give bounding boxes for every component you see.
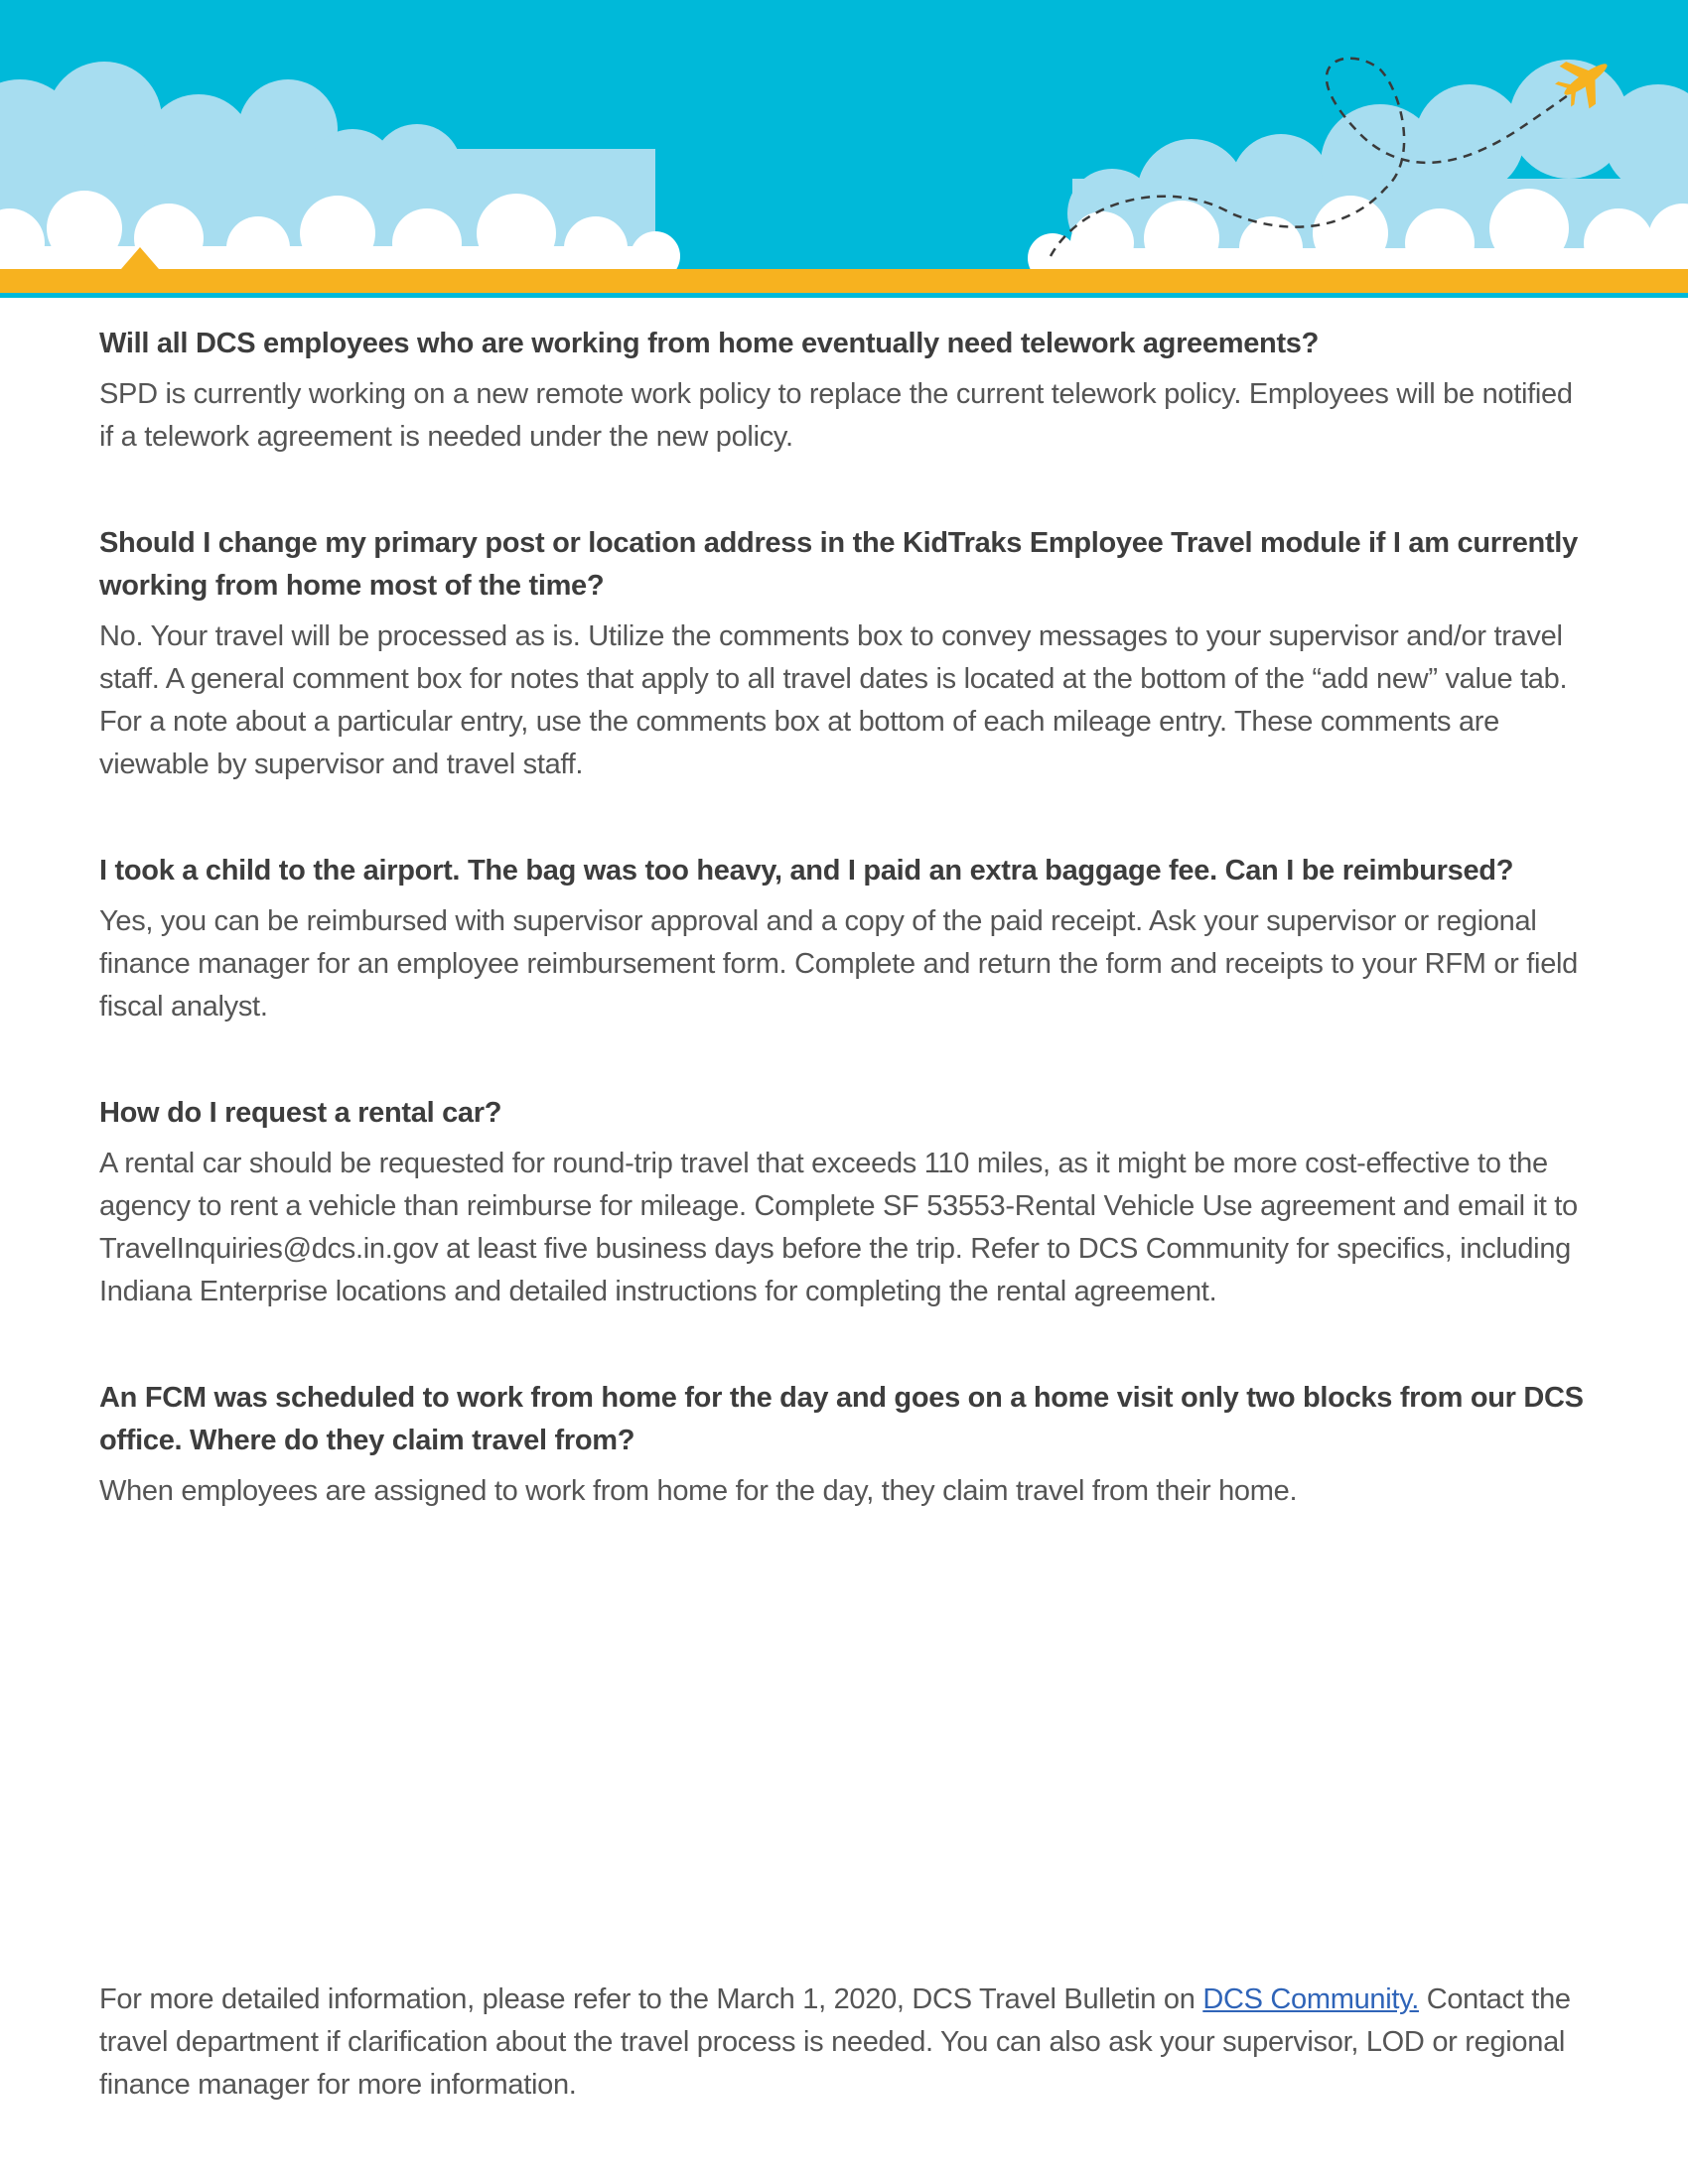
header-banner <box>0 0 1688 298</box>
faq-item <box>99 1377 1589 1513</box>
footer-text-before: For more detailed information, please refer to the March 1, 2020, DCS Travel Bulletin on <box>99 1983 1203 2015</box>
faq-item <box>99 850 1589 1028</box>
footer-note <box>99 1979 1589 2107</box>
faq-item <box>99 522 1589 786</box>
faq-item <box>99 1092 1589 1313</box>
faq-question: Should I change my primary post or location address in the KidTraks Employee Travel module if I am currently working from home most of the time? <box>99 527 1578 602</box>
header-stripe <box>0 269 1688 293</box>
faq-question: I took a child to the airport. The bag was too heavy, and I paid an extra baggage fee. Can I be reimbursed? <box>99 855 1514 887</box>
faq-answer: A rental car should be requested for round-trip travel that exceeds 110 miles, as it might be more cost-effective to the agency to rent a vehicle than reimburse for mileage. Complete SF 53553-Rental Vehicle Use agreement and email it to TravelInquiries@dcs.in.gov at least five business days before the trip. Refer to DCS Community for specifics, including Indiana Enterprise locations and detailed instructions for completing the rental agreement. <box>99 1148 1578 1307</box>
faq-question: How do I request a rental car? <box>99 1097 502 1129</box>
faq-answer: Yes, you can be reimbursed with supervisor approval and a copy of the paid receipt. Ask your supervisor or regional finance manager for an employee reimbursement form. Complete and return the form and receipts to your RFM or field fiscal analyst. <box>99 905 1578 1023</box>
faq-answer: When employees are assigned to work from home for the day, they claim travel from their home. <box>99 1475 1298 1507</box>
faq-question: An FCM was scheduled to work from home for the day and goes on a home visit only two blocks from our DCS office. Where do they claim travel from? <box>99 1382 1584 1456</box>
dcs-community-link[interactable]: DCS Community. <box>1202 1983 1419 2015</box>
footer-text-after: Contact the travel department if clarification about the travel process is needed. You can also ask your supervisor, LOD or regional finance manager for more information. <box>99 1983 1571 2101</box>
faq-list <box>99 323 1589 1576</box>
faq-answer: SPD is currently working on a new remote work policy to replace the current telework policy. Employees will be notified if a telework agreement is needed under the new policy. <box>99 378 1573 453</box>
faq-item <box>99 323 1589 459</box>
faq-question: Will all DCS employees who are working from home eventually need telework agreements? <box>99 328 1320 359</box>
faq-answer: No. Your travel will be processed as is. Utilize the comments box to convey messages to your supervisor and/or travel staff. A general comment box for notes that apply to all travel dates is located at the bottom of the “add new” value tab. For a note about a particular entry, use the comments box at bottom of each mileage entry. These comments are viewable by supervisor and travel staff. <box>99 620 1568 780</box>
